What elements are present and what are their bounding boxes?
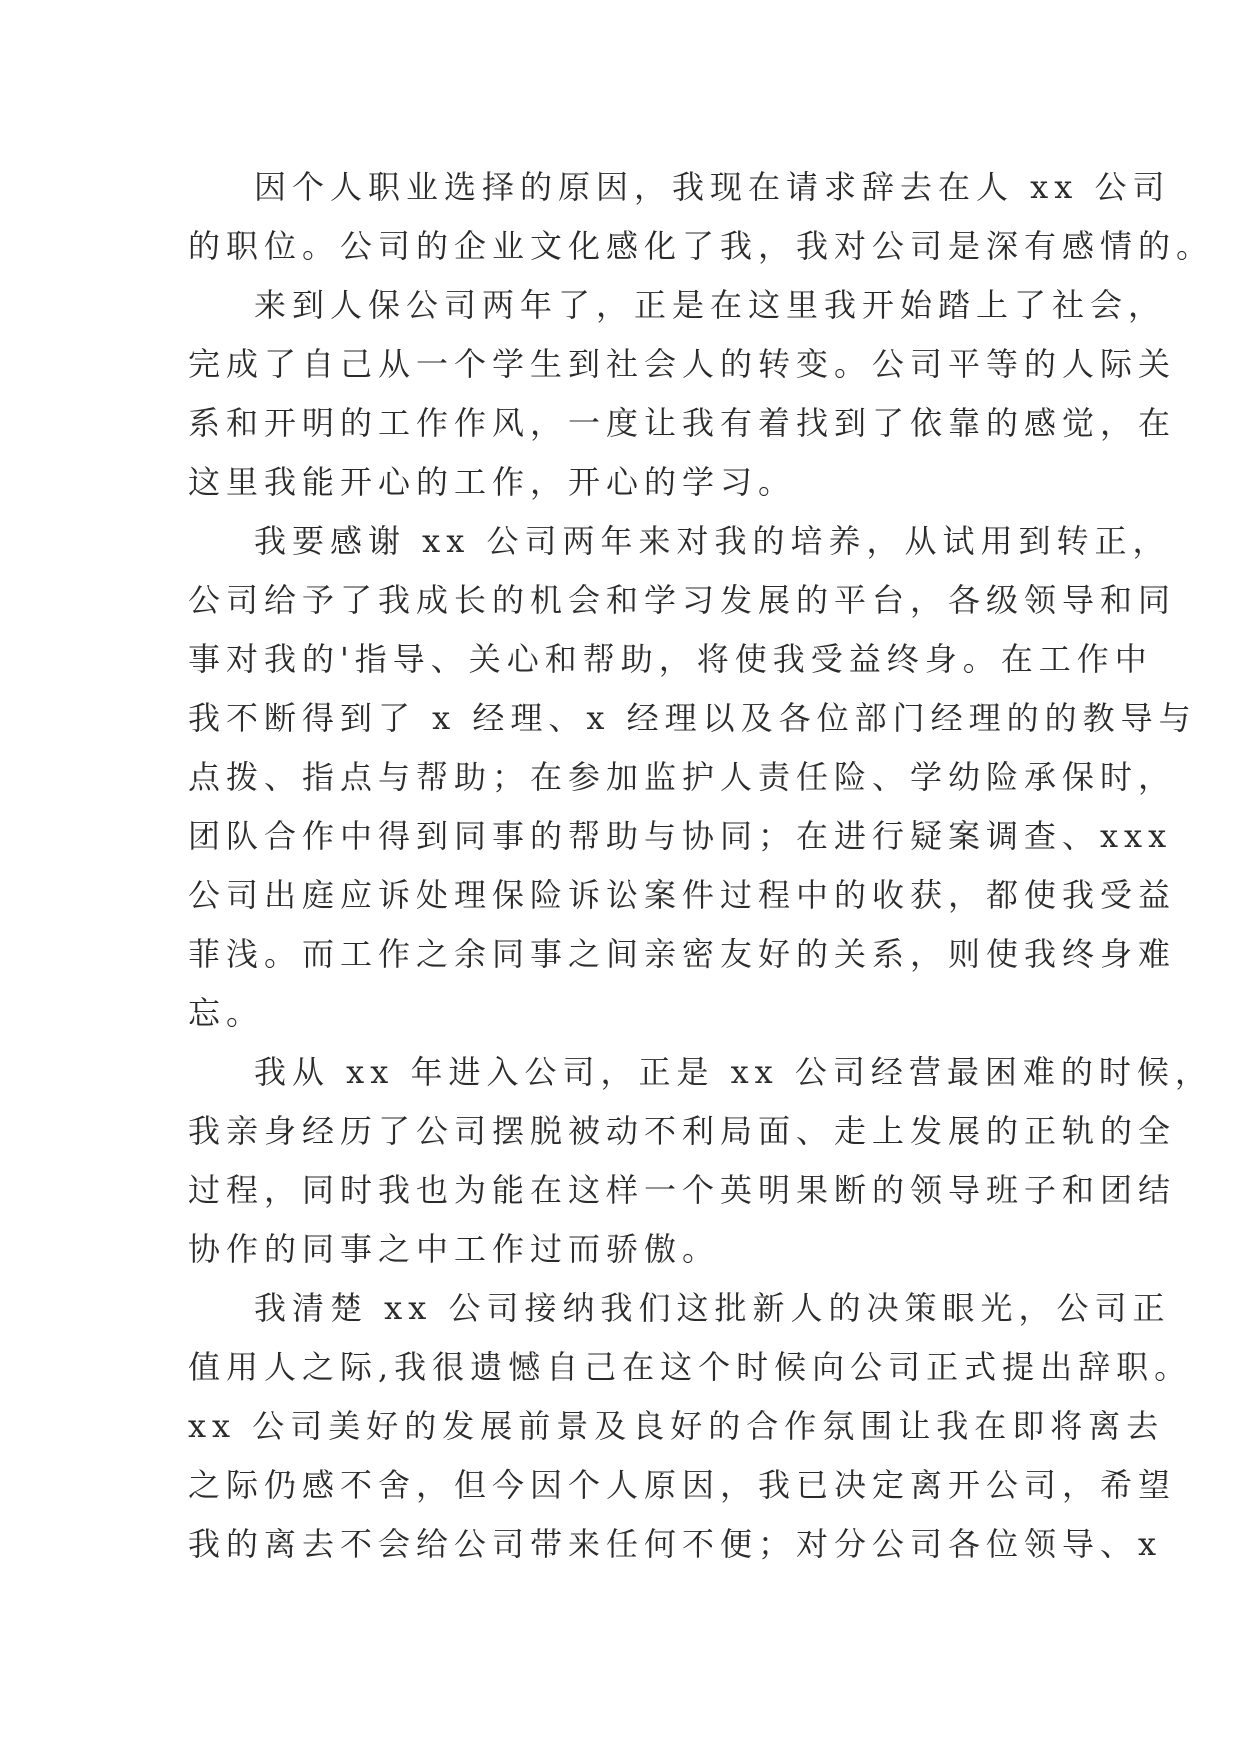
text-line: 团队合作中得到同事的帮助与协同；在进行疑案调查、xxx <box>188 817 1173 855</box>
text-line: 我要感谢 xx 公司两年来对我的培养，从试用到转正， <box>254 522 1171 560</box>
text-line: 我不断得到了 x 经理、x 经理以及各位部门经理的的教导与 <box>188 699 1197 737</box>
text-line: xx 公司美好的发展前景及良好的合作氛围让我在即将离去 <box>188 1407 1165 1445</box>
paragraph-4 <box>188 1043 1213 1279</box>
letter-body <box>188 158 1215 1574</box>
text-line: 之际仍感不舍，但今因个人原因，我已决定离开公司，希望 <box>188 1466 1177 1504</box>
text-line: 我亲身经历了公司摆脱被动不利局面、走上发展的正轨的全 <box>188 1112 1177 1150</box>
text-line: 忘。 <box>188 994 265 1032</box>
text-line: 我的离去不会给公司带来任何不便；对分公司各位领导、x <box>188 1525 1163 1563</box>
paragraph-3 <box>188 512 1197 1043</box>
text-line: 点拨、指点与帮助；在参加监护人责任险、学幼险承保时， <box>188 758 1177 796</box>
paragraph-2 <box>188 276 1177 512</box>
paragraph-1 <box>188 158 1215 276</box>
text-line: 系和开明的工作作风，一度让我有着找到了依靠的感觉，在 <box>188 404 1177 442</box>
text-line: 这里我能开心的工作，开心的学习。 <box>188 463 797 501</box>
text-line: 协作的同事之中工作过而骄傲。 <box>188 1230 721 1268</box>
text-line: 完成了自己从一个学生到社会人的转变。公司平等的人际关 <box>188 345 1177 383</box>
text-line: 公司出庭应诉处理保险诉讼案件过程中的收获，都使我受益 <box>188 876 1177 914</box>
text-line: 事对我的'指导、关心和帮助，将使我受益终身。在工作中 <box>188 640 1153 678</box>
text-line: 我清楚 xx 公司接纳我们这批新人的决策眼光，公司正 <box>254 1289 1171 1327</box>
text-line: 我从 xx 年进入公司，正是 xx 公司经营最困难的时候， <box>254 1053 1213 1091</box>
text-line: 来到人保公司两年了，正是在这里我开始踏上了社会， <box>254 286 1167 324</box>
paragraph-5 <box>188 1279 1193 1574</box>
text-line: 的职位。公司的企业文化感化了我，我对公司是深有感情的。 <box>188 227 1215 265</box>
text-line: 过程，同时我也为能在这样一个英明果断的领导班子和团结 <box>188 1171 1177 1209</box>
text-line: 公司给予了我成长的机会和学习发展的平台，各级领导和同 <box>188 581 1177 619</box>
text-line: 值用人之际,我很遗憾自己在这个时候向公司正式提出辞职。 <box>188 1348 1193 1386</box>
text-line: 菲浅。而工作之余同事之间亲密友好的关系，则使我终身难 <box>188 935 1177 973</box>
text-line: 因个人职业选择的原因，我现在请求辞去在人 xx 公司 <box>254 168 1171 206</box>
